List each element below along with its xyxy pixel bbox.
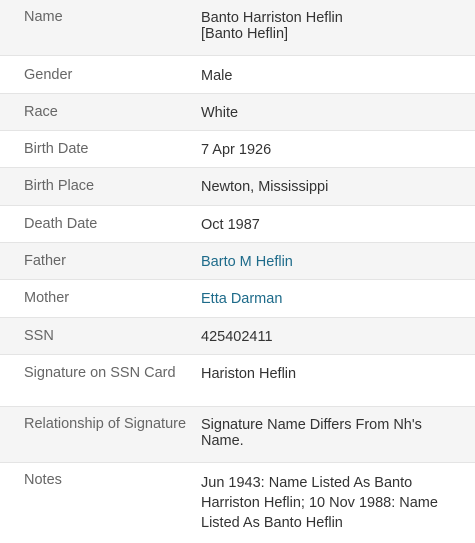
father-link[interactable]: Barto M Heflin xyxy=(201,253,293,270)
row-signature xyxy=(0,354,475,406)
signature-label: Signature on SSN Card xyxy=(24,364,176,381)
row-ssn xyxy=(0,317,475,354)
mother-link[interactable]: Etta Darman xyxy=(201,290,283,307)
ssn-value: 425402411 xyxy=(201,328,273,345)
birth-date-label: Birth Date xyxy=(24,140,89,157)
birth-date-value: 7 Apr 1926 xyxy=(201,141,272,158)
mother-value xyxy=(201,279,475,317)
death-date-label: Death Date xyxy=(24,215,98,232)
name-value xyxy=(201,0,475,55)
row-relationship xyxy=(0,406,475,462)
alternate-name: [Banto Heflin] xyxy=(201,26,289,42)
row-race xyxy=(0,93,475,130)
row-notes xyxy=(0,462,475,543)
row-death-date xyxy=(0,205,475,242)
row-name xyxy=(0,0,475,55)
death-date-value: Oct 1987 xyxy=(201,216,260,233)
relationship-value: Signature Name Differs From Nh's Name. xyxy=(201,416,422,449)
birth-place-label: Birth Place xyxy=(24,177,95,194)
row-birth-date xyxy=(0,130,475,167)
father-value xyxy=(201,242,475,279)
notes-value: Jun 1943: Name Listed As Banto Harriston Heflin; 10 Nov 1988: Name Listed As Banto Heflin xyxy=(201,474,438,531)
name-label: Name xyxy=(24,9,63,25)
gender-label: Gender xyxy=(24,66,73,83)
father-label: Father xyxy=(24,252,66,269)
relationship-label: Relationship of Signature xyxy=(24,415,187,432)
notes-label: Notes xyxy=(24,471,62,488)
row-birth-place xyxy=(0,167,475,205)
row-gender xyxy=(0,55,475,93)
birth-place-value: Newton, Mississippi xyxy=(201,178,329,195)
row-mother xyxy=(0,279,475,317)
gender-value: Male xyxy=(201,67,233,84)
race-label: Race xyxy=(24,103,58,120)
race-value: White xyxy=(201,104,239,121)
ssn-label: SSN xyxy=(24,327,54,344)
mother-label: Mother xyxy=(24,289,70,306)
signature-value: Hariston Heflin xyxy=(201,365,297,382)
row-father xyxy=(0,242,475,279)
full-name: Banto Harriston Heflin xyxy=(201,10,343,26)
